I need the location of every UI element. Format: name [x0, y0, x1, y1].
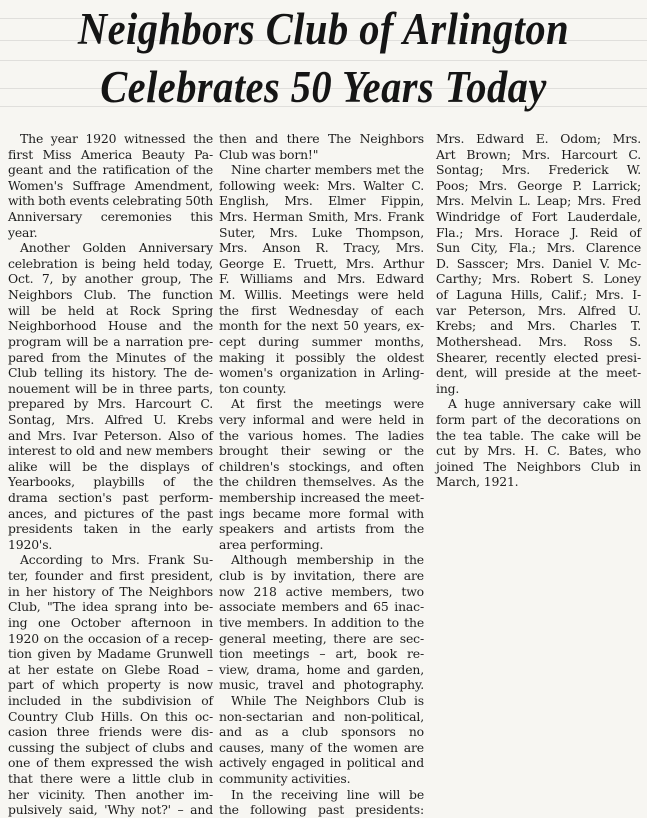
article-text-line: M. Willis. Meetings were held [219, 287, 424, 303]
article-text-line: Mrs. Anson R. Tracy, Mrs. [219, 240, 424, 256]
article-text-line: Poos; Mrs. George P. Larrick; [436, 177, 641, 193]
article-text-line: the various homes. The ladies [219, 427, 424, 443]
article-text-line: making it possibly the oldest [219, 349, 424, 365]
article-text-line: Yearbooks, playbills of the [8, 474, 213, 490]
article-text-line: the following past presidents: [219, 802, 424, 818]
article-text-line: Shearer, recently elected presi- [436, 349, 641, 365]
article-text-line: following week: Mrs. Walter C. [219, 177, 424, 193]
article-text-line: A huge anniversary cake will [448, 396, 641, 412]
paper-texture-line [0, 60, 647, 61]
article-text-line: Mrs. Melvin L. Leap; Mrs. Fred [436, 193, 641, 209]
article-text-line: Anniversary ceremonies this [8, 209, 213, 225]
article-text-line: nouement will be in three parts, [8, 380, 213, 396]
article-text-line: celebration is being held today, [8, 255, 213, 271]
article-column-3 [436, 131, 641, 490]
article-text-line: non-sectarian and non-political, [219, 708, 424, 724]
article-text-line: In the receiving line will be [231, 786, 424, 802]
article-text-line: presidents taken in the early [8, 521, 213, 537]
article-text-line: very informal and were held in [219, 411, 424, 427]
article-text-line: women's organization in Arling- [219, 365, 424, 381]
article-text-line: tive members. In addition to the [219, 614, 424, 630]
article-text-line: alike will be the displays of [8, 458, 213, 474]
article-text-line: dent, will preside at the meet- [436, 365, 641, 381]
article-text-line: the tea table. The cake will be [436, 427, 641, 443]
article-text-line: ter, founder and first president, [8, 568, 213, 584]
article-text-line: and as a club sponsors no [219, 724, 424, 740]
article-text-line: Nine charter members met the [231, 162, 424, 178]
article-text-line: community activities. [219, 770, 351, 786]
article-text-line: tion given by Madame Grunwell [8, 646, 213, 662]
article-text-line: in her history of The Neighbors [8, 583, 213, 599]
article-text-line: While The Neighbors Club is [231, 692, 424, 708]
article-text-line: cussing the subject of clubs and [8, 739, 213, 755]
article-text-line: with both events celebrating 50th [8, 193, 213, 209]
article-text-line: membership increased the meet- [219, 490, 424, 506]
article-text-line: According to Mrs. Frank Su- [20, 552, 213, 568]
article-text-line: pared from the Minutes of the [8, 349, 213, 365]
article-text-line: joined The Neighbors Club in [436, 458, 641, 474]
article-text-line: Suter, Mrs. Luke Thompson, [219, 224, 424, 240]
article-text-line: tion meetings – art, book re- [219, 646, 424, 662]
article-text-line: music, travel and photography. [219, 677, 424, 693]
article-text-line: part of which property is now [8, 677, 213, 693]
article-text-line: at her estate on Glebe Road – [8, 661, 213, 677]
article-text-line: the first Wednesday of each [219, 302, 424, 318]
article-text-line: then and there The Neighbors [219, 131, 424, 146]
article-text-line: Although membership in the [231, 552, 424, 568]
article-text-line: that there were a little club in [8, 770, 213, 786]
article-text-line: Neighbors Club. The function [8, 287, 213, 303]
article-text-line: ings became more formal with [219, 505, 424, 521]
article-text-line: 1920's. [8, 536, 53, 552]
article-text-line: ton county. [219, 380, 287, 396]
article-text-line: Oct. 7, by another group, The [8, 271, 213, 287]
article-text-line: 1920 on the occasion of a recep- [8, 630, 213, 646]
article-text-line: pulsively said, 'Why not?' – and [8, 802, 213, 818]
article-text-line: causes, many of the women are [219, 739, 424, 755]
article-text-line: now 218 active members, two [219, 583, 424, 599]
article-text-line: of Laguna Hills, Calif.; Mrs. I- [436, 287, 641, 303]
article-text-line: interest to old and new members [8, 443, 213, 459]
article-text-line: form part of the decorations on [436, 411, 641, 427]
article-text-line: associate members and 65 inac- [219, 599, 424, 615]
article-text-line: cut by Mrs. H. C. Bates, who [436, 443, 641, 459]
article-text-line: and Mrs. Ivar Peterson. Also of [8, 427, 213, 443]
article-text-line: program will be a narration pre- [8, 333, 213, 349]
article-text-line: prepared by Mrs. Harcourt C. [8, 396, 213, 412]
article-text-line: Country Club Hills. On this oc- [8, 708, 213, 724]
article-text-line: George E. Truett, Mrs. Arthur [219, 255, 424, 271]
article-text-line: Art Brown; Mrs. Harcourt C. [436, 146, 641, 162]
article-text-line: children's stockings, and often [219, 458, 424, 474]
article-text-line: Mrs. Edward E. Odom; Mrs. [436, 131, 641, 146]
article-text-line: ances, and pictures of the past [8, 505, 213, 521]
article-text-line: club is by invitation, there are [219, 568, 424, 584]
article-text-line: first Miss America Beauty Pa- [8, 146, 213, 162]
article-text-line: var Peterson, Mrs. Alfred U. [436, 302, 641, 318]
article-text-line: geant and the ratification of the [8, 162, 213, 178]
article-text-line: Club telling its history. The de- [8, 365, 213, 381]
article-text-line: view, drama, home and garden, [219, 661, 424, 677]
article-text-line: At first the meetings were [231, 396, 424, 412]
article-text-line: area performing. [219, 536, 324, 552]
article-text-line: actively engaged in political and [219, 755, 424, 771]
article-text-line: ing. [436, 380, 460, 396]
article-column-2 [219, 131, 424, 818]
article-text-line: The year 1920 witnessed the [20, 131, 213, 146]
article-text-line: Sontag, Mrs. Alfred U. Krebs [8, 411, 213, 427]
article-text-line: F. Williams and Mrs. Edward [219, 271, 424, 287]
article-text-line: English, Mrs. Elmer Fippin, [219, 193, 424, 209]
article-text-line: one of them expressed the wish [8, 755, 213, 771]
article-text-line: drama section's past perform- [8, 490, 213, 506]
article-text-line: year. [8, 224, 38, 240]
article-text-line: Carthy; Mrs. Robert S. Loney [436, 271, 641, 287]
article-text-line: Sun City, Fla.; Mrs. Clarence [436, 240, 641, 256]
article-text-line: D. Sasscer; Mrs. Daniel V. Mc- [436, 255, 641, 271]
article-text-line: Windridge of Fort Lauderdale, [436, 209, 641, 225]
article-text-line: speakers and artists from the [219, 521, 424, 537]
article-text-line: Another Golden Anniversary [20, 240, 213, 256]
article-text-line: Mrs. Herman Smith, Mrs. Frank [219, 209, 424, 225]
article-text-line: March, 1921. [436, 474, 519, 490]
headline-line-2: Celebrates 50 Years Today [100, 62, 547, 112]
article-text-line: month for the next 50 years, ex- [219, 318, 424, 334]
article-column-1 [8, 131, 213, 818]
article-text-line: brought their sewing or the [219, 443, 424, 459]
article-text-line: ing one October afternoon in [8, 614, 213, 630]
article-text-line: Neighborhood House and the [8, 318, 213, 334]
article-text-line: Club was born!" [219, 146, 319, 162]
article-text-line: the children themselves. As the [219, 474, 424, 490]
article-text-line: casion three friends were dis- [8, 724, 213, 740]
article-text-line: cept during summer months, [219, 333, 424, 349]
article-text-line: Krebs; and Mrs. Charles T. [436, 318, 641, 334]
article-text-line: general meeting, there are sec- [219, 630, 424, 646]
article-text-line: Sontag; Mrs. Frederick W. [436, 162, 641, 178]
article-text-line: will be held at Rock Spring [8, 302, 213, 318]
article-text-line: Women's Suffrage Amendment, [8, 177, 213, 193]
article-text-line: Fla.; Mrs. Horace J. Reid of [436, 224, 641, 240]
article-text-line: included in the subdivision of [8, 692, 213, 708]
headline-line-1: Neighbors Club of Arlington [77, 4, 570, 54]
article-text-line: Club, "The idea sprang into be- [8, 599, 213, 615]
article-text-line: her vicinity. Then another im- [8, 786, 213, 802]
article-text-line: Mothershead. Mrs. Ross S. [436, 333, 641, 349]
